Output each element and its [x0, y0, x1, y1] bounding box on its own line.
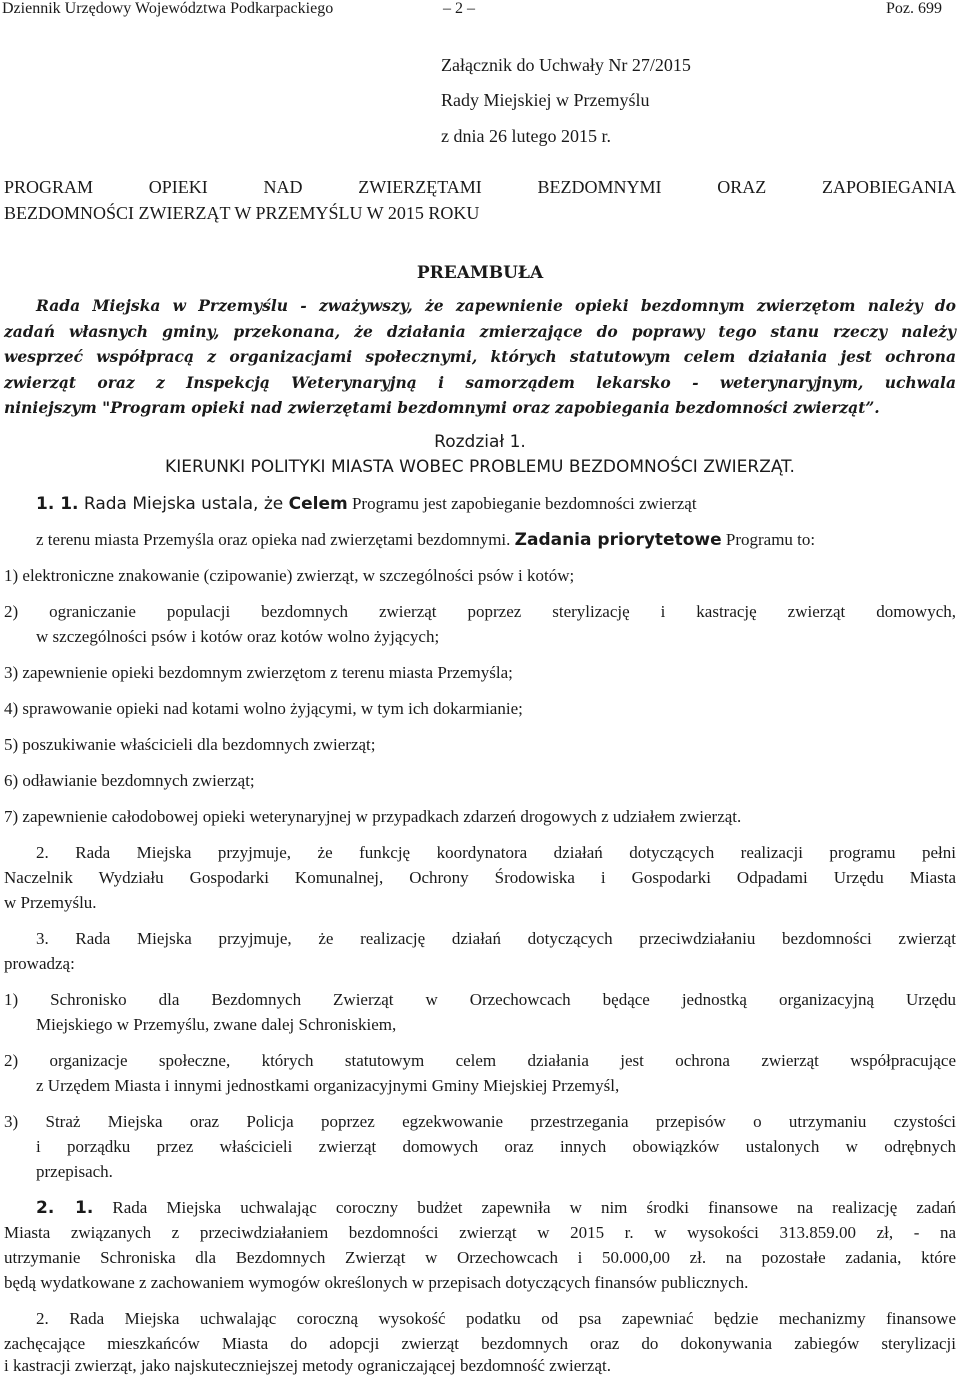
- page-number: – 2 –: [443, 0, 475, 17]
- preamble-line-3: wesprzeć współpracą z organizacjami społecznymi, których statutowym celem działania jest ochrona: [4, 347, 956, 366]
- annex-line-3: z dnia 26 lutego 2015 r.: [441, 126, 611, 146]
- journal-name: Dziennik Urzędowy Województwa Podkarpackiego: [2, 0, 334, 17]
- actor-1: 1) Schronisko dla Bezdomnych Zwierząt w Orzechowcach będące jednostką organizacyjną Urzędu: [4, 990, 956, 1009]
- paragraph-1-3-line-2: prowadzą:: [4, 954, 75, 973]
- actor-3-cont-2: przepisach.: [36, 1162, 113, 1181]
- paragraph-2-1-line-4: będą wydatkowane z zachowaniem wymogów określonych w przepisach dotyczących finansów publicznych.: [4, 1273, 749, 1292]
- paragraph-1-2-line-2: Naczelnik Wydziału Gospodarki Komunalnej, Ochrony Środowiska i Gospodarki Odpadami Urzędu Miasta: [4, 868, 956, 887]
- annex-line-2: Rady Miejskiej w Przemyślu: [441, 90, 650, 110]
- actor-3-cont-1: i porządku przez właścicieli zwierząt domowych oraz innych obowiązków ustalonych w odrębnych: [36, 1137, 956, 1156]
- chapter-title: KIERUNKI POLITYKI MIASTA WOBEC PROBLEMU BEZDOMNOŚCI ZWIERZĄT.: [165, 457, 795, 477]
- task-6: 6) odławianie bezdomnych zwierząt;: [4, 771, 255, 790]
- task-5: 5) poszukiwanie właścicieli dla bezdomnych zwierząt;: [4, 735, 376, 754]
- paragraph-2-1-line-3: utrzymanie Schroniska dla Bezdomnych Zwierząt w Orzechowcach i 50.000,00 zł. na pozostałe zadania, które: [4, 1248, 956, 1267]
- goal-keyword: Celem: [288, 494, 348, 514]
- paragraph-1-1-line-2: z terenu miasta Przemyśla oraz opieka nad zwierzętami bezdomnymi. Zadania priorytetowe Programu to:: [36, 530, 816, 550]
- actor-2: 2) organizacje społeczne, których statutowym celem działania jest ochrona zwierząt współpracujące: [4, 1051, 956, 1070]
- paragraph-1-2-line-3: w Przemyślu.: [4, 893, 97, 912]
- document-title-line-1: PROGRAM OPIEKI NAD ZWIERZĘTAMI BEZDOMNYMI ORAZ ZAPOBIEGANIA: [4, 177, 956, 197]
- document-title-line-2: BEZDOMNOŚCI ZWIERZĄT W PRZEMYŚLU W 2015 ROKU: [4, 203, 480, 223]
- position-number: Poz. 699: [886, 0, 942, 17]
- task-7: 7) zapewnienie całodobowej opieki weterynaryjnej w przypadkach zdarzeń drogowych z udziałem zwierząt.: [4, 807, 742, 826]
- annex-line-1: Załącznik do Uchwały Nr 27/2015: [441, 55, 691, 75]
- actor-1-cont: Miejskiego w Przemyślu, zwane dalej Schroniskiem,: [36, 1015, 397, 1034]
- paragraph-2-2-line-2: zachęcające mieszkańców Miasta do adopcji zwierząt bezdomnych oraz do dokonywania zabiegów sterylizacji: [4, 1334, 956, 1353]
- priority-tasks-keyword: Zadania priorytetowe: [514, 530, 722, 550]
- preamble-line-4: zwierząt oraz z Inspekcją Weterynaryjną i samorządem lekarsko - weterynaryjnym, uchwala: [4, 373, 956, 392]
- task-2-cont: w szczególności psów i kotów oraz kotów wolno żyjących;: [36, 627, 440, 646]
- chapter-label: Rozdział 1.: [434, 432, 526, 452]
- preamble-line-5: niniejszym "Program opieki nad zwierzętami bezdomnymi oraz zapobiegania bezdomności zwierząt”.: [4, 398, 880, 417]
- paragraph-1-number: 1. 1.: [36, 494, 79, 514]
- paragraph-2-1-line-2: Miasta związanych z przeciwdziałaniem bezdomności zwierząt w 2015 r. w wysokości 313.859.00 zł, - na: [4, 1223, 956, 1242]
- task-3: 3) zapewnienie opieki bezdomnym zwierzętom z terenu miasta Przemyśla;: [4, 663, 513, 682]
- preamble-heading: PREAMBUŁA: [416, 263, 544, 283]
- preamble-line-1: Rada Miejska w Przemyślu - zważywszy, że zapewnienie opieki bezdomnym zwierzętom należy do: [36, 296, 956, 315]
- paragraph-2-1-line-1: 2. 1. Rada Miejska uchwalając coroczny budżet zapewniła w nim środki finansowe na realizację zadań: [36, 1198, 956, 1218]
- task-2: 2) ograniczanie populacji bezdomnych zwierząt poprzez sterylizację i kastrację zwierząt domowych,: [4, 602, 956, 621]
- preamble-line-2: zadań własnych gminy, przekonana, że działania zmierzające do poprawy tego stanu rzeczy należy: [4, 322, 956, 341]
- paragraph-1-1: 1. 1. Rada Miejska ustala, że Celem Programu jest zapobieganie bezdomności zwierząt: [36, 494, 697, 514]
- actor-3: 3) Straż Miejska oraz Policja poprzez egzekwowanie przestrzegania przepisów o utrzymaniu czystości: [4, 1112, 956, 1131]
- paragraph-2-2-line-3: i kastracji zwierząt, jako najskuteczniejszej metody ograniczającej bezdomność zwierząt.: [4, 1356, 611, 1375]
- paragraph-2-number: 2. 1.: [36, 1198, 94, 1218]
- task-4: 4) sprawowanie opieki nad kotami wolno żyjącymi, w tym ich dokarmianie;: [4, 699, 523, 718]
- actor-2-cont: z Urzędem Miasta i innymi jednostkami organizacyjnymi Gminy Miejskiej Przemyśl,: [36, 1076, 620, 1095]
- task-1: 1) elektroniczne znakowanie (czipowanie) zwierząt, w szczególności psów i kotów;: [4, 566, 575, 585]
- paragraph-1-2-line-1: 2. Rada Miejska przyjmuje, że funkcję koordynatora działań dotyczących realizacji programu pełni: [36, 843, 956, 862]
- paragraph-2-2-line-1: 2. Rada Miejska uchwalając coroczną wysokość podatku od psa zapewniać będzie mechanizmy finansowe: [36, 1309, 956, 1328]
- paragraph-1-3-line-1: 3. Rada Miejska przyjmuje, że realizację działań dotyczących przeciwdziałaniu bezdomności zwierząt: [36, 929, 956, 948]
